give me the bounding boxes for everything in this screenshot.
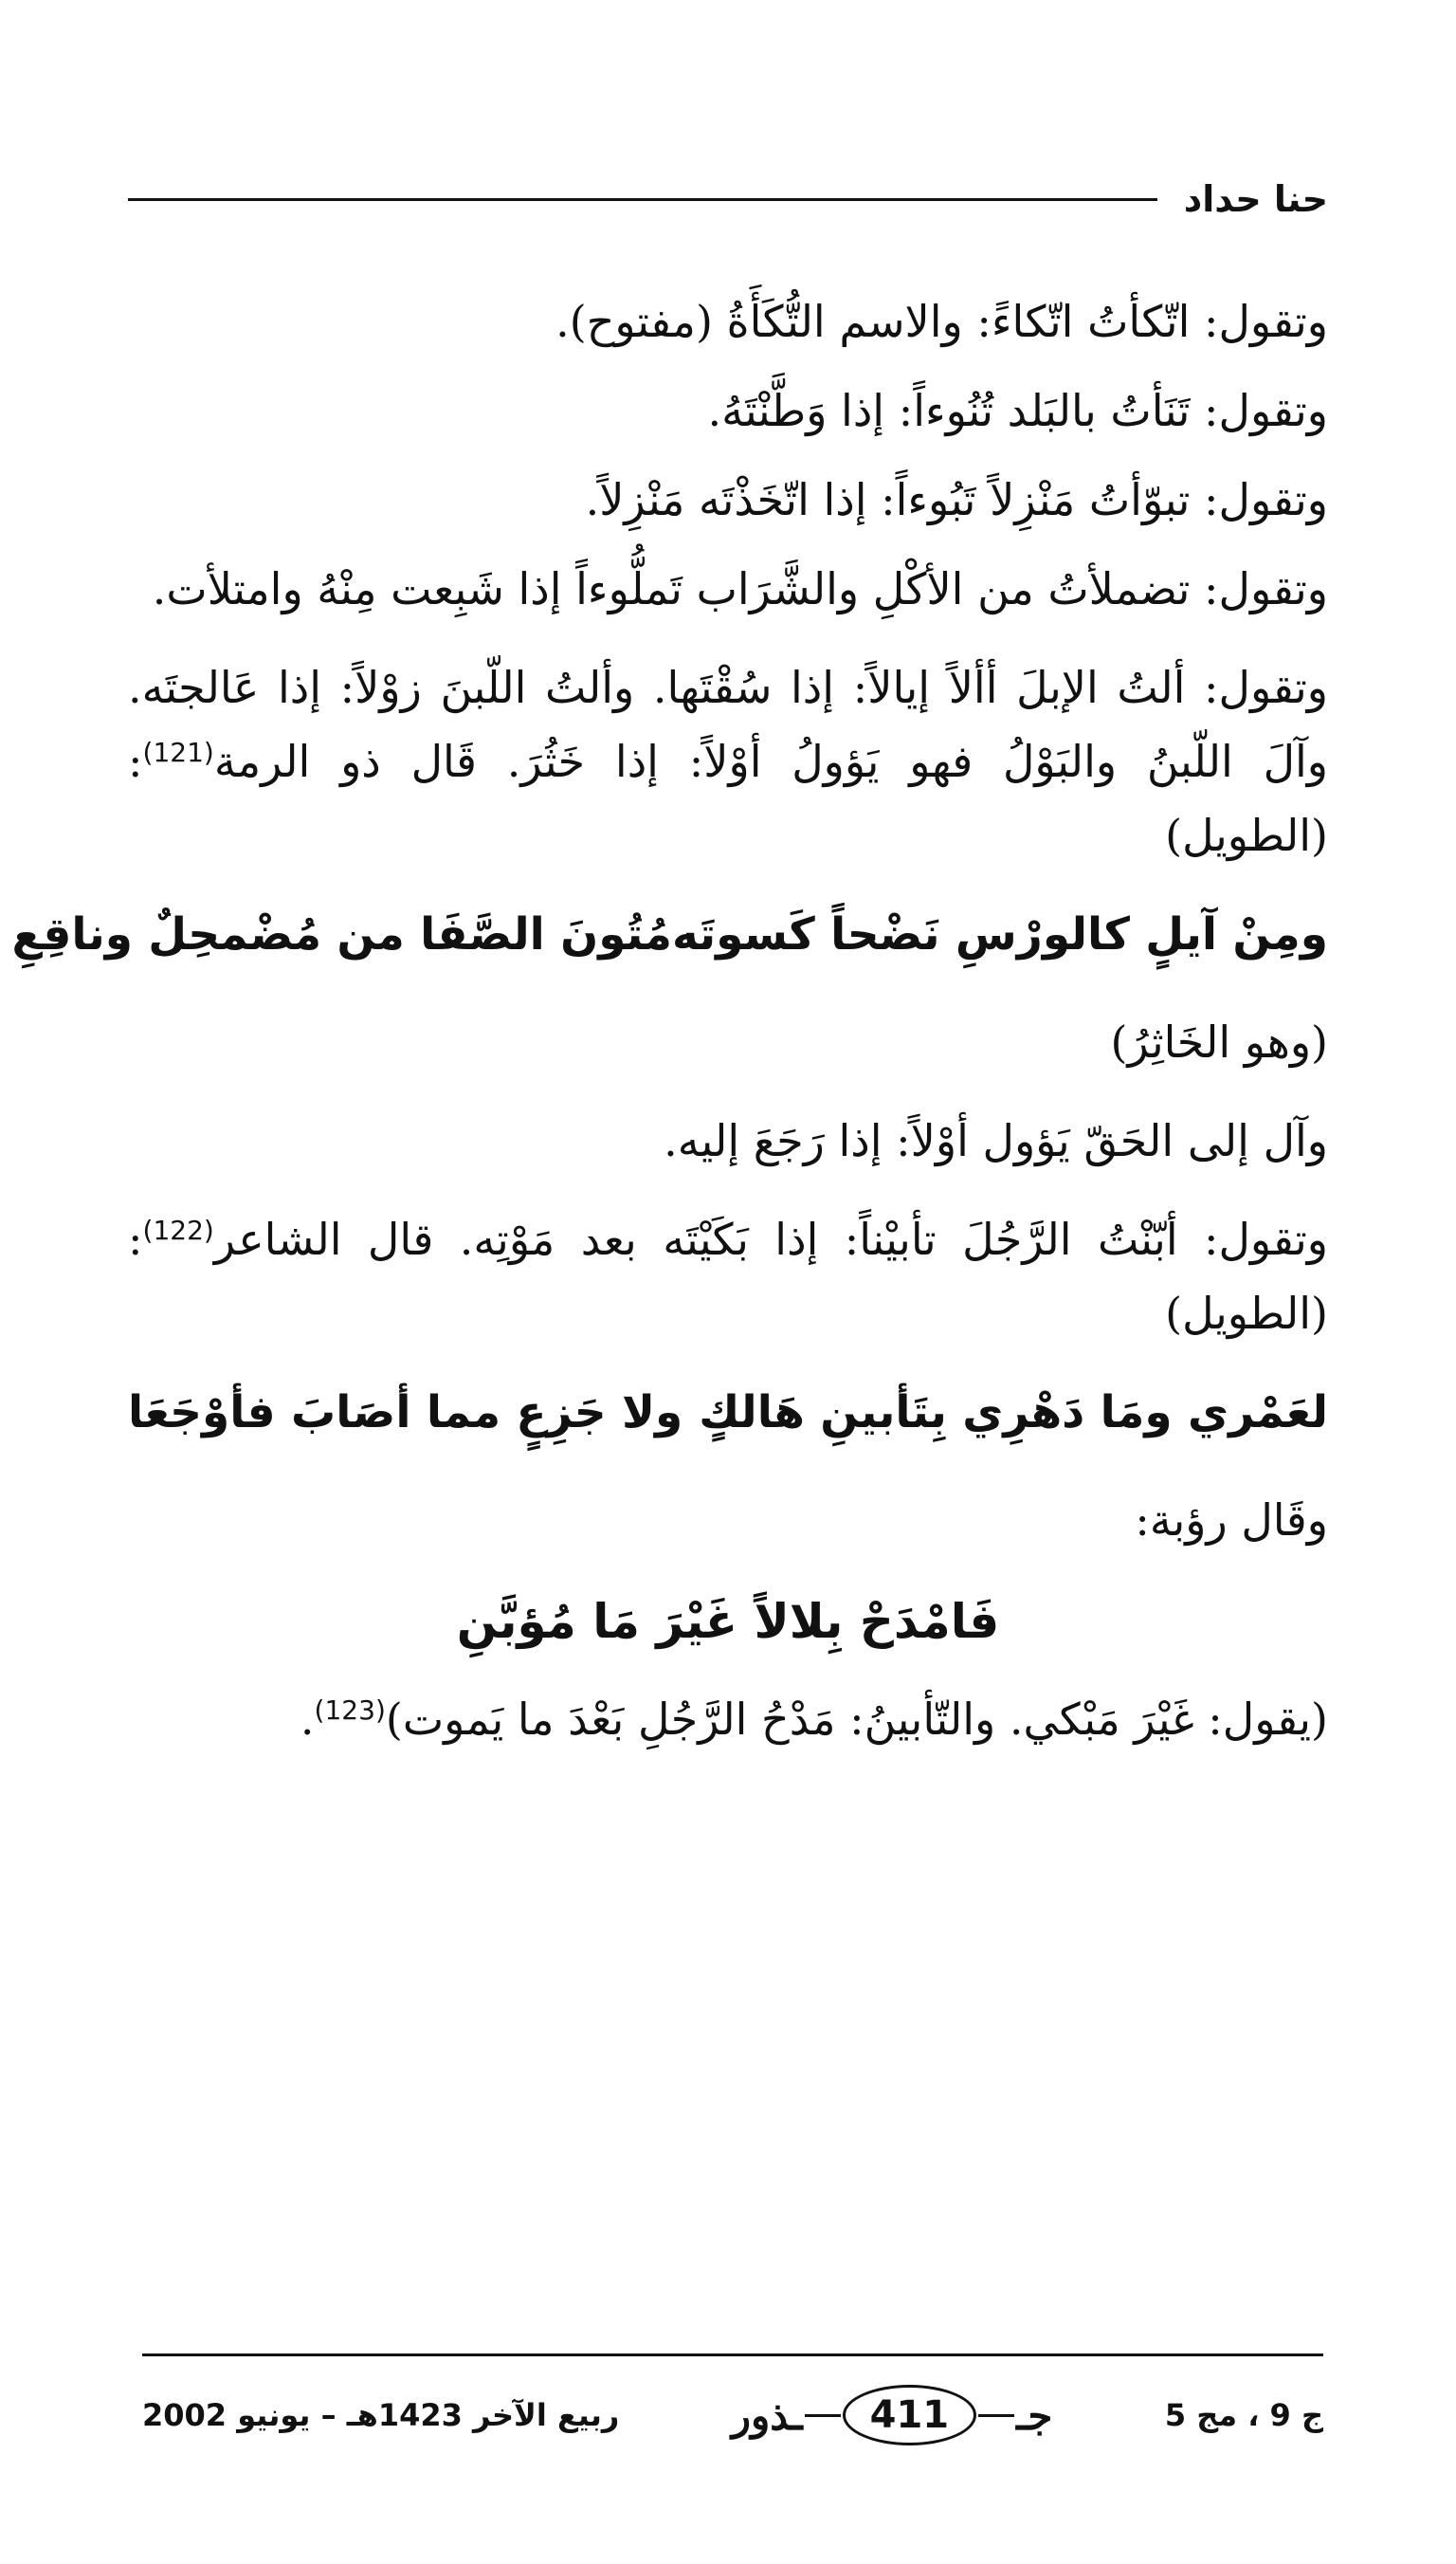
footer-rule [142,2353,1323,2356]
verse-2-second-hemistich: ولا جَزِعٍ مما أصَابَ فأوْجَعَا [128,1386,683,1438]
paragraph-10-text: (يقول: غَيْرَ مَبْكي. والتّأبينُ: مَدْحُ الرَّجُلِ بَعْدَ ما يَموت) [385,1694,1328,1745]
page-footer [142,2372,1323,2458]
footnote-ref-122: (122) [142,1215,214,1246]
header-rule [128,198,1157,201]
footnote-ref-123: (123) [314,1694,386,1726]
paragraph-5 [128,650,1328,872]
verse-1 [11,897,1328,973]
paragraph-8-meter: : (الطويل) [128,1214,1328,1339]
header-author: حنا حداد [1183,178,1328,220]
journal-prefix: جـ [1016,2391,1053,2439]
page-number: 411 [843,2385,977,2445]
verse-3: فَامْدَحْ بِلالاً غَيْرَ مَا مُؤبَّنِ [456,1594,1000,1649]
footer-volume: ج 9 ، مج 5 [1164,2397,1323,2433]
paragraph-8-text: وتقول: أبّنْتُ الرَّجُلَ تأبيْناً: إذا بَكَيْتَه بعد مَوْتِه. قال الشاعر [213,1214,1328,1265]
paragraph-8 [128,1202,1328,1350]
paragraph-2: وتقول: تَنَأتُ بالبَلد تُنُوءاً: إذا وَطَّنْتَهُ. [707,385,1328,436]
journal-suffix: ـذور [731,2391,803,2439]
paragraph-1: وتقول: اتّكأتُ اتّكاءً: والاسم التُّكَأَةُ (مفتوح). [555,296,1328,347]
paragraph-10 [128,1682,1328,1756]
verse-2 [128,1375,1328,1451]
paragraph-5-text: وتقول: ألتُ الإبلَ أألاً إيالاً: إذا سُقْتَها. وألتُ اللّبنَ زوْلاً: إذا عَالجتَه. وآلَ اللّبنُ والبَوْلُ فهو يَؤولُ أوْلاً: إذا خَثُرَ. قَال ذو الرمة [128,662,1328,787]
body-text [11,284,1328,1781]
footer-journal [732,2385,1053,2445]
paragraph-6: (وهو الخَاثِرُ) [1110,1016,1328,1068]
journal-bar-right [978,2414,1014,2417]
paragraph-4: وتقول: تضملأتُ من الأكْلِ والشَّرَاب تَملُّوءاً إذا شَبِعت مِنْهُ وامتلأت. [152,563,1328,614]
footnote-ref-121: (121) [142,737,214,768]
paragraph-3: وتقول: تبوّأتُ مَنْزِلاً تَبُوءاً: إذا اتّخَذْتَه مَنْزِلاً. [585,474,1328,525]
footer-date: ربيع الآخر 1423هـ – يونيو 2002 [142,2397,620,2433]
paragraph-5-meter: : (الطويل) [128,736,1328,861]
running-header [128,171,1328,228]
verse-1-first-hemistich: ومِنْ آيلٍ كالورْسِ نَضْحاً كَسوتَه [671,908,1328,961]
verse-1-second-hemistich: مُتُونَ الصَّفَا من مُضْمحِلٌ وناقِعِ [11,908,672,961]
paragraph-9: وقَال رؤبة: [1135,1494,1328,1546]
paragraph-10-tail: . [300,1694,315,1745]
journal-bar-left [805,2414,841,2417]
paragraph-7: وآل إلى الحَقّ يَؤول أوْلاً: إذا رَجَعَ إليه. [664,1115,1328,1166]
verse-2-first-hemistich: لعَمْري ومَا دَهْرِي بِتَأبينِ هَالكٍ [699,1386,1328,1438]
